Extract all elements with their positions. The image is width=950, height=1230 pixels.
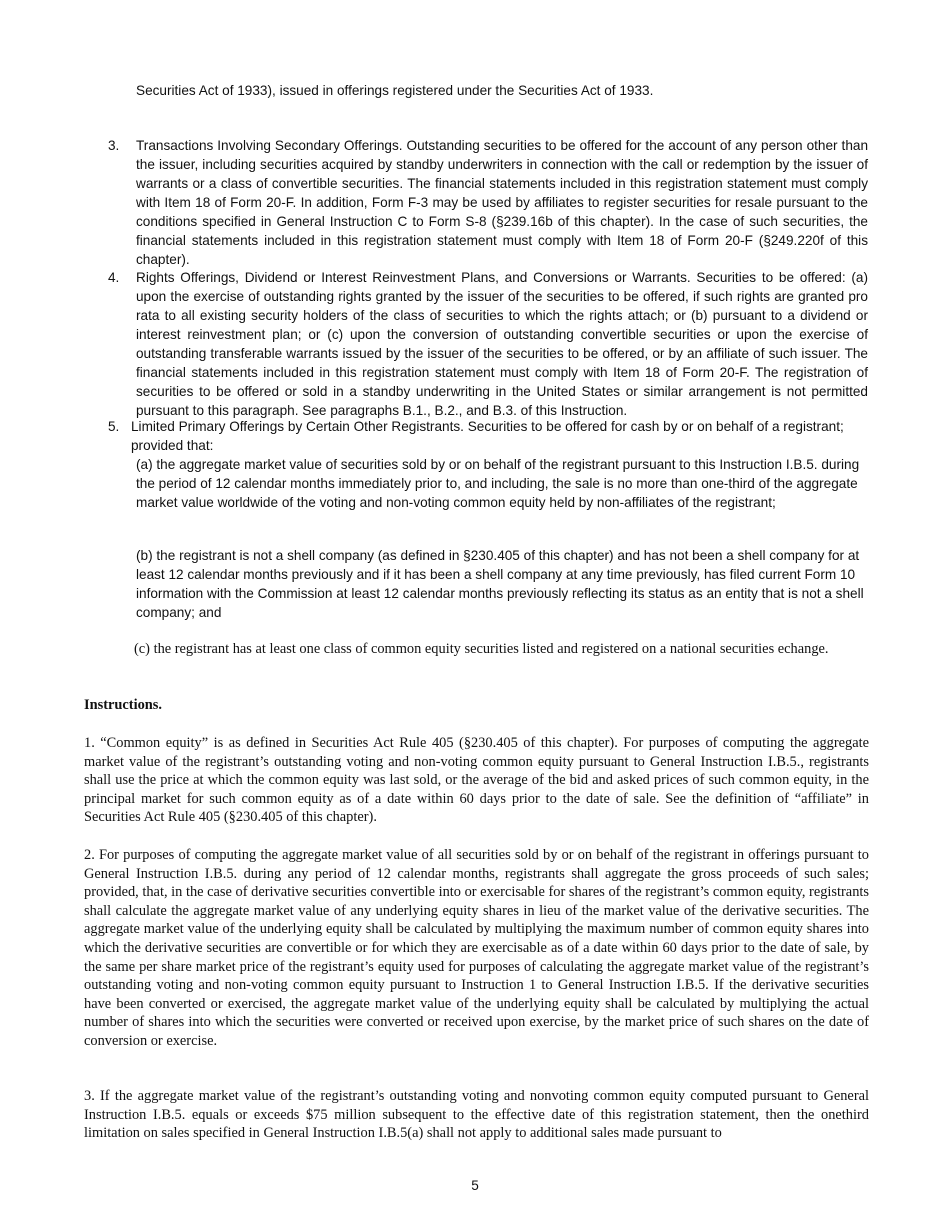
- list-item-3: [108, 136, 868, 269]
- list-item-number: 4.: [108, 270, 120, 285]
- instruction-paragraph-2: 2. For purposes of computing the aggregate market value of all securities sold by or on behalf of the registrant in offerings pursuant to General Instruction I.B.5. during any period of 12 calendar months, registrants shall aggregate the gross proceeds of such sales; provided, that, in the case of derivative securities convertible into or exercisable for shares of the registrant’s common equity, registrants shall calculate the aggregate market value of any underlying equity shares in lieu of the market value of the derivative securities. The aggregate market value of the underlying equity shall be calculated by multiplying the maximum number of common equity shares into which the derivative securities are convertible or for which they are exercisable as of a date within 60 days prior to the date of sale, by the same per share market price of the registrant’s equity used for purposes of calculating the aggregate market value of the registrant’s outstanding voting and non-voting common equity pursuant to Instruction 1 to General Instruction I.B.5. If the derivative securities have been converted or exercised, the aggregate market value of the underlying equity shall be calculated by multiplying the actual number of shares into which the securities were converted or received upon exercise, by the market price of such shares on the date of conversion or exercise.: [84, 847, 869, 1049]
- list-item-5: [108, 417, 868, 455]
- page-number: 5: [471, 1178, 479, 1193]
- list-item-text: Transactions Involving Secondary Offerings. Outstanding securities to be offered for the account of any person other than the issuer, including securities acquired by standby underwriters in connection with the call or redemption by the issuer of warrants or a class of convertible securities. The financial statements included in this registration statement must comply with Item 18 of Form 20-F. In addition, Form F-3 may be used by affiliates to register securities for resale pursuant to the conditions specified in General Instruction C to Form S-8 (§239.16b of this chapter). In the case of such securities, the financial statements included in this registration statement must comply with Item 18 of Form 20-F (§249.220f of this chapter).: [136, 138, 868, 267]
- list-item-text: Limited Primary Offerings by Certain Other Registrants. Securities to be offered for cash by or on behalf of a registrant; provided that:: [131, 419, 844, 453]
- subparagraph-a: (a) the aggregate market value of securities sold by or on behalf of the registrant pursuant to this Instruction I.B.5. during the period of 12 calendar months immediately prior to, and including, the sale is no more than one-third of the aggregate market value worldwide of the voting and non-voting common equity held by non-affiliates of the registrant;: [136, 457, 860, 510]
- list-item-number: 3.: [108, 138, 120, 153]
- instruction-paragraph-3: 3. If the aggregate market value of the registrant’s outstanding voting and nonvoting common equity computed pursuant to General Instruction I.B.5. equals or exceeds $75 million subsequent to the effective date of this registration statement, then the onethird limitation on sales specified in General Instruction I.B.5(a) shall not apply to additional sales made pursuant to: [84, 1088, 869, 1142]
- list-item-text: Rights Offerings, Dividend or Interest Reinvestment Plans, and Conversions or Warrants. Securities to be offered: (a) upon the exercise of outstanding rights granted by the issuer of the securities to be offered, if such rights are granted pro rata to all existing security holders of the class of securities to which the rights attach; or (b) pursuant to a dividend or interest reinvestment plan; or (c) upon the conversion of outstanding convertible securities or upon the exercise of outstanding transferable warrants issued by the issuer of the securities to be offered, or by an affiliate of such issuer. The financial statements included in this registration statement must comply with Item 18 of Form 20-F. The registration of securities to be offered or sold in a standby underwriting in the United States or similar arrangement is not permitted pursuant to this paragraph. See paragraphs B.1., B.2., and B.3. of this Instruction.: [136, 270, 868, 418]
- list-item-number: 5.: [108, 419, 120, 434]
- instructions-heading: Instructions.: [84, 697, 162, 713]
- subparagraph-c: (c) the registrant has at least one class of common equity securities listed and registered on a national securities echange.: [134, 641, 829, 657]
- intro-line: Securities Act of 1933), issued in offerings registered under the Securities Act of 1933.: [136, 83, 654, 98]
- instruction-paragraph-1: 1. “Common equity” is as defined in Securities Act Rule 405 (§230.405 of this chapter). For purposes of computing the aggregate market value of the registrant’s outstanding voting and non-voting common equity pursuant to General Instruction I.B.5., registrants shall use the price at which the common equity was last sold, or the average of the bid and asked prices of such common equity, in the principal market for such common equity as of a date within 60 days prior to the date of sale. See the definition of “affiliate” in Securities Act Rule 405 (§230.405 of this chapter).: [84, 735, 869, 826]
- subparagraph-b: (b) the registrant is not a shell company (as defined in §230.405 of this chapter) and has not been a shell company for at least 12 calendar months previously and if it has been a shell company at any time previously, has filed current Form 10 information with the Commission at least 12 calendar months previously reflecting its status as an entity that is not a shell company; and: [136, 548, 864, 620]
- list-item-4: [108, 268, 868, 420]
